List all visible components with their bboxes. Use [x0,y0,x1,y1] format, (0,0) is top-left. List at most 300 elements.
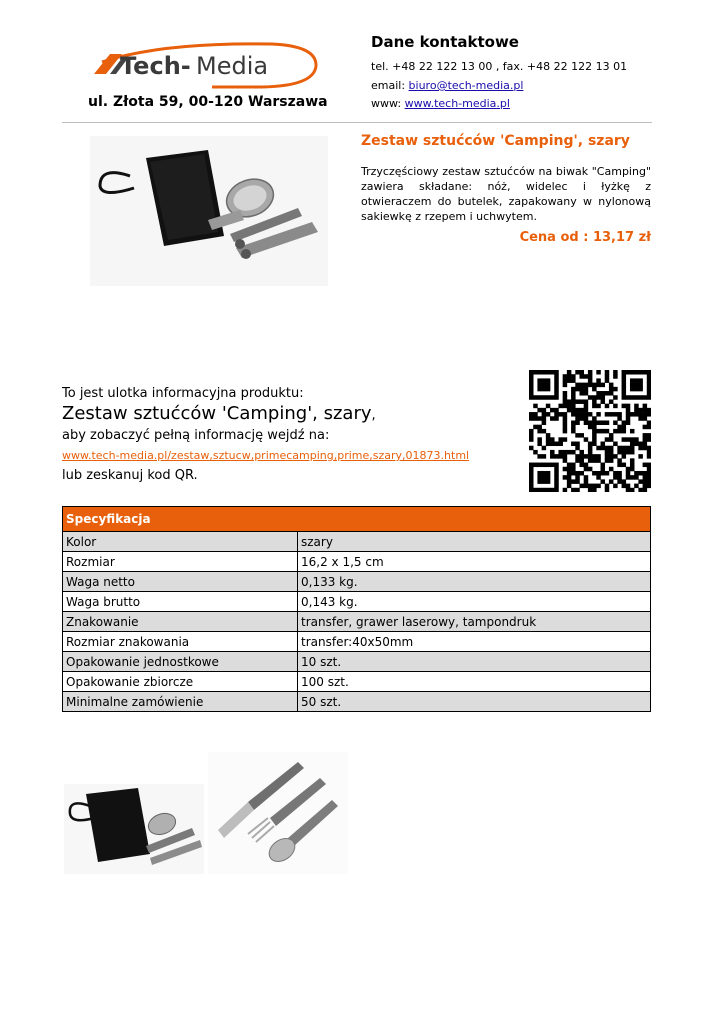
qr-module [529,416,534,421]
qr-module [571,395,576,400]
qr-module [613,395,618,400]
leaflet-see-more: aby zobaczyć pełną informację wejdź na: [62,428,330,443]
qr-module [579,412,584,417]
qr-module [630,442,635,447]
qr-module [575,412,580,417]
spec-value: 0,143 kg. [298,592,651,612]
qr-module [613,412,618,417]
email-link[interactable]: biuro@tech-media.pl [408,79,524,92]
leaflet-scan-text: lub zeskanuj kod QR. [62,468,198,483]
qr-module [546,442,551,447]
qr-module [571,442,576,447]
qr-module [546,471,551,476]
qr-module [613,454,618,459]
qr-module [542,408,547,413]
qr-module [601,429,606,434]
qr-module [626,416,631,421]
qr-module [579,408,584,413]
qr-module [567,471,572,476]
qr-module [643,446,648,451]
qr-module [643,404,648,409]
qr-module [634,471,639,476]
qr-module [554,479,559,484]
qr-module [579,458,584,463]
qr-module [546,488,551,492]
qr-code [529,370,651,492]
spec-label: Rozmiar [63,552,298,572]
qr-module [579,450,584,455]
qr-module [609,437,614,442]
qr-module [634,378,639,383]
qr-module [626,467,631,472]
qr-module [647,412,651,417]
qr-module [605,412,610,417]
qr-module [626,420,631,425]
qr-module [647,383,651,388]
qr-module [584,412,589,417]
qr-module [605,420,610,425]
qr-module [542,378,547,383]
qr-module [542,429,547,434]
qr-module [588,454,593,459]
qr-module [542,412,547,417]
qr-module [613,484,618,489]
spec-row [63,532,651,552]
qr-module [542,488,547,492]
qr-module [626,370,631,375]
qr-module [529,370,534,375]
qr-module [622,391,627,396]
qr-module [647,391,651,396]
qr-module [626,450,631,455]
qr-module [584,454,589,459]
qr-module [529,378,534,383]
qr-module [588,450,593,455]
qr-module [613,420,618,425]
qr-module [643,433,648,438]
qr-module [584,387,589,392]
qr-module [558,412,563,417]
qr-module [617,463,622,468]
qr-module [575,383,580,388]
qr-module [588,412,593,417]
qr-module [634,395,639,400]
qr-module [647,420,651,425]
qr-module [579,374,584,379]
qr-module [584,467,589,472]
qr-module [605,437,610,442]
qr-module [588,383,593,388]
qr-module [529,467,534,472]
qr-module [592,442,597,447]
qr-module [622,378,627,383]
qr-module [554,471,559,476]
qr-module [638,378,643,383]
qr-module [554,395,559,400]
qr-module [571,387,576,392]
qr-module [571,391,576,396]
qr-module [588,420,593,425]
qr-module [588,374,593,379]
qr-module [592,458,597,463]
qr-module [605,429,610,434]
qr-module [596,475,601,480]
qr-module [617,479,622,484]
qr-module [542,446,547,451]
qr-module [529,484,534,489]
qr-module [601,399,606,404]
qr-module [630,378,635,383]
qr-module [537,378,542,383]
qr-module [601,471,606,476]
qr-module [592,383,597,388]
qr-module [579,387,584,392]
qr-module [609,450,614,455]
qr-module [596,471,601,476]
spec-value: szary [298,532,651,552]
qr-module [647,475,651,480]
qr-module [609,412,614,417]
qr-module [563,467,568,472]
qr-module [622,454,627,459]
qr-module [592,484,597,489]
qr-module [571,404,576,409]
qr-module [554,454,559,459]
qr-module [546,395,551,400]
qr-module [567,479,572,484]
qr-module [596,404,601,409]
qr-module [550,408,555,413]
qr-module [634,404,639,409]
qr-module [533,412,538,417]
qr-module [638,395,643,400]
qr-module [584,391,589,396]
qr-module [630,412,635,417]
qr-module [567,374,572,379]
qr-module [634,437,639,442]
qr-module [626,408,631,413]
qr-module [584,416,589,421]
spec-value: 50 szt. [298,692,651,712]
qr-module [537,442,542,447]
qr-module [537,471,542,476]
qr-module [647,408,651,413]
qr-module [605,454,610,459]
spec-row [63,632,651,652]
qr-module [529,475,534,480]
qr-module [617,425,622,430]
qr-module [529,488,534,492]
qr-module [575,416,580,421]
qr-module [550,437,555,442]
qr-module [626,412,631,417]
qr-module [617,446,622,451]
qr-module [638,488,643,492]
qr-module [643,475,648,480]
qr-module [634,387,639,392]
qr-module [592,387,597,392]
qr-module [647,374,651,379]
qr-module [563,378,568,383]
qr-module [613,404,618,409]
qr-module [563,429,568,434]
qr-module [622,429,627,434]
qr-module [542,479,547,484]
qr-module [588,446,593,451]
qr-module [605,378,610,383]
qr-module [626,484,631,489]
qr-module [613,387,618,392]
qr-module [550,442,555,447]
qr-module [643,484,648,489]
qr-module [592,420,597,425]
qr-module [563,450,568,455]
qr-module [613,370,618,375]
qr-module [617,450,622,455]
qr-module [643,479,648,484]
qr-module [626,437,631,442]
qr-module [622,420,627,425]
qr-module [601,467,606,472]
www-link[interactable]: www.tech-media.pl [404,97,510,110]
qr-module [571,471,576,476]
qr-module [563,399,568,404]
qr-module [622,404,627,409]
qr-module [609,399,614,404]
qr-module [563,437,568,442]
qr-module [554,488,559,492]
qr-module [537,475,542,480]
qr-module [567,450,572,455]
qr-module [563,488,568,492]
qr-module [529,391,534,396]
qr-module [575,475,580,480]
qr-module [533,370,538,375]
qr-module [596,484,601,489]
qr-module [634,408,639,413]
qr-module [563,391,568,396]
qr-module [647,484,651,489]
qr-module [537,454,542,459]
qr-module [571,488,576,492]
spec-row [63,672,651,692]
qr-module [546,433,551,438]
qr-module [529,471,534,476]
spec-label: Opakowanie zbiorcze [63,672,298,692]
qr-module [533,416,538,421]
qr-module [550,454,555,459]
qr-module [630,437,635,442]
qr-module [571,479,576,484]
qr-module [571,399,576,404]
qr-module [546,378,551,383]
qr-module [529,446,534,451]
qr-module [533,395,538,400]
qr-module [596,429,601,434]
qr-module [634,370,639,375]
spec-label: Rozmiar znakowania [63,632,298,652]
qr-module [563,420,568,425]
qr-module [567,378,572,383]
qr-module [592,454,597,459]
qr-module [546,412,551,417]
qr-module [601,383,606,388]
tech-media-logo [92,40,320,90]
qr-module [630,446,635,451]
qr-module [558,437,563,442]
qr-module [554,467,559,472]
qr-module [537,437,542,442]
qr-module [601,446,606,451]
qr-module [596,420,601,425]
qr-module [563,395,568,400]
qr-module [550,416,555,421]
qr-module [613,442,618,447]
qr-module [622,479,627,484]
qr-module [647,463,651,468]
qr-module [537,416,542,421]
qr-module [626,475,631,480]
qr-module [643,488,648,492]
spec-value: 16,2 x 1,5 cm [298,552,651,572]
qr-module [542,383,547,388]
qr-module [575,399,580,404]
qr-module [630,458,635,463]
spec-value: 100 szt. [298,672,651,692]
qr-module [529,437,534,442]
qr-module [596,446,601,451]
spec-table-header [63,507,651,532]
www-label: www: [371,97,405,110]
qr-module [601,463,606,468]
qr-module [592,395,597,400]
qr-module [533,450,538,455]
qr-module [630,429,635,434]
qr-module [579,399,584,404]
qr-module [558,450,563,455]
qr-module [592,437,597,442]
qr-module [584,420,589,425]
qr-module [596,412,601,417]
qr-module [584,408,589,413]
qr-module [617,475,622,480]
qr-module [605,450,610,455]
qr-module [554,408,559,413]
product-thumbnail-cutlery [208,752,348,874]
qr-module [613,475,618,480]
qr-module [554,484,559,489]
qr-module [575,458,580,463]
qr-module [546,387,551,392]
qr-module [643,425,648,430]
qr-module [609,458,614,463]
qr-module [647,437,651,442]
qr-module [579,471,584,476]
qr-module [554,442,559,447]
qr-module [563,404,568,409]
qr-module [588,484,593,489]
qr-module [596,383,601,388]
qr-module [542,471,547,476]
qr-module [584,404,589,409]
qr-module [601,395,606,400]
qr-module [622,383,627,388]
qr-module [550,370,555,375]
qr-module [647,395,651,400]
qr-module [542,395,547,400]
qr-module [529,395,534,400]
qr-module [529,429,534,434]
qr-module [630,467,635,472]
qr-module [537,463,542,468]
leaflet-name-text: Zestaw sztućców 'Camping', szary [62,403,372,424]
qr-module [571,425,576,430]
qr-module [563,454,568,459]
qr-module [588,370,593,375]
qr-module [605,404,610,409]
qr-module [626,446,631,451]
qr-module [563,425,568,430]
qr-module [563,412,568,417]
qr-module [546,383,551,388]
qr-module [626,404,631,409]
qr-module [634,442,639,447]
qr-module [558,454,563,459]
qr-module [601,479,606,484]
spec-table [62,506,651,712]
qr-module [630,488,635,492]
qr-module [622,370,627,375]
spec-label: Kolor [63,532,298,552]
logo-text-media: Media [196,52,269,80]
qr-module [588,458,593,463]
qr-module [550,463,555,468]
qr-module [567,463,572,468]
qr-module [592,488,597,492]
qr-module [605,370,610,375]
qr-module [647,450,651,455]
qr-module [542,475,547,480]
leaflet-intro: To jest ulotka informacyjna produktu: [62,386,304,401]
header-divider [62,122,652,123]
qr-module [563,475,568,480]
qr-module [643,437,648,442]
qr-module [605,374,610,379]
qr-module [605,484,610,489]
qr-module [546,479,551,484]
qr-module [537,488,542,492]
qr-module [554,370,559,375]
qr-module [537,425,542,430]
qr-module [575,454,580,459]
qr-module [584,374,589,379]
qr-module [638,370,643,375]
qr-module [634,412,639,417]
qr-module [575,479,580,484]
qr-module [643,471,648,476]
qr-module [626,395,631,400]
qr-module [643,370,648,375]
qr-module [537,383,542,388]
qr-module [579,370,584,375]
qr-module [579,416,584,421]
qr-module [529,387,534,392]
qr-module [575,420,580,425]
qr-module [622,463,627,468]
qr-module [630,370,635,375]
product-url-link[interactable]: www.tech-media.pl/zestaw,sztucw,primecamping,prime,szary,01873.html [62,449,470,462]
qr-module [575,488,580,492]
